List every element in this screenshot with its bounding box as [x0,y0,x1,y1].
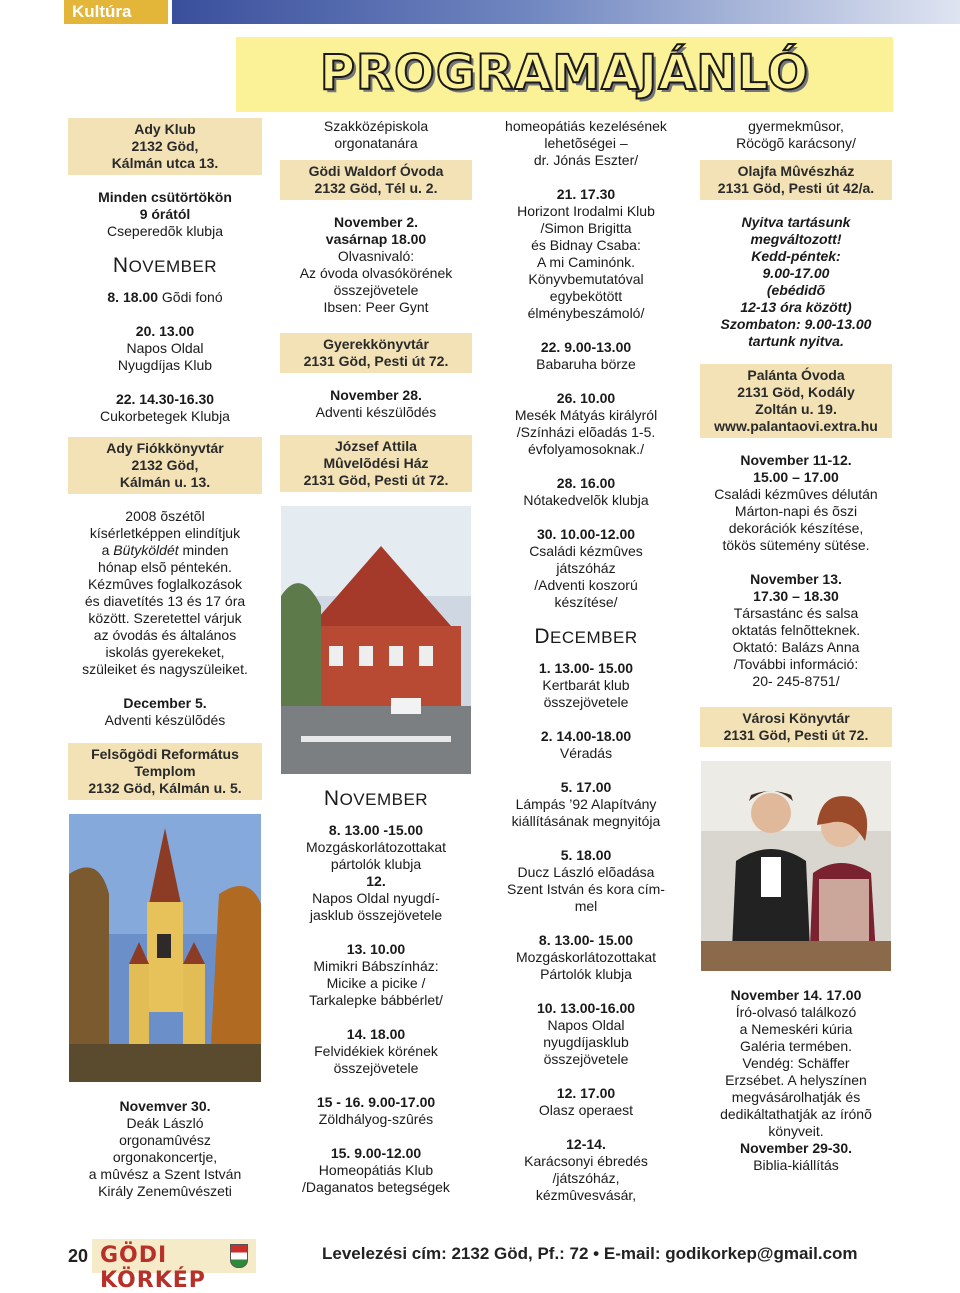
event-title: Lámpás ’92 Alapítvány [515,796,657,812]
event-title: Felvidékiek körének [314,1043,438,1059]
building-photo [281,506,471,774]
event-title: Mimikri Bábszínház: [313,958,439,974]
text-line: homeopátiás kezelésének [505,118,667,134]
venue-name: Városi Könyvtár [742,710,850,726]
event-title: Ducz László elõadása [517,864,655,880]
event-date: 8. 13.00- 15.00 [538,932,634,948]
event-title: /játszóház, [552,1170,620,1186]
event-continuation [280,118,472,152]
venue-box-palanta-ovoda [700,364,892,438]
event-title: dedikáltathatják az írónõ [720,1106,872,1122]
event-title: Adventi készülõdés [315,404,437,420]
event-title: a mûvész a Szent István [88,1166,242,1182]
event-title: játszóház [556,560,616,576]
event-title: /Daganatos betegségek [302,1179,450,1195]
event-title: és Bidnay Csaba: [531,237,641,253]
event-title: Gõdi fonó [158,289,223,305]
event-date: Minden csütörtökön [98,189,232,205]
text-line: minden [178,542,229,558]
event-title: mel [574,898,598,914]
event-title: Király Zenemûvészeti [98,1183,232,1199]
text-line: és diavetítés 13 és 17 óra [84,593,246,609]
event-item [68,1098,262,1200]
logo-text: GÖDI KÖRKÉP [100,1243,206,1293]
event-title: Napos Oldal [547,1017,625,1033]
venue-name: Gyerekkönyvtár [323,336,429,352]
venue-website: www.palantaovi.extra.hu [714,418,878,434]
event-title: nyugdíjasklub [543,1034,629,1050]
event-time: 17.30 – 18.30 [753,588,839,604]
event-title: orgonamûvész [119,1132,211,1148]
event-item [68,289,262,306]
event-title: évfolyamosoknak./ [528,441,644,457]
event-title: Vendég: Schäffer [742,1055,850,1071]
event-item [280,214,472,316]
column-3 [488,118,684,1221]
event-date: 13. 10.00 [346,941,406,957]
event-date: 15. 9.00-12.00 [330,1145,422,1161]
event-item [488,847,684,915]
event-date: 30. 10.00-12.00 [536,526,636,542]
event-item [68,189,262,240]
event-title: könyveit. [768,1123,824,1139]
venue-box-ady-fiokkonyvtar [68,437,262,494]
event-date: 8. 18.00 [107,289,158,305]
venue-address-line: 2131 Göd, Pesti út 72. [303,472,449,488]
event-date: 5. 17.00 [560,779,612,795]
event-title: Ibsen: Peer Gynt [323,299,429,315]
event-date: 8. 13.00 -15.00 [328,822,424,838]
month-initial: N [112,254,129,277]
opening-hours-notice [700,214,892,350]
event-title: /Színházi elõadás 1-5. [516,424,656,440]
event-title: Tarkalepke bábbérlet/ [309,992,443,1008]
event-continuation [488,118,684,169]
text-line: tartunk nyitva. [748,333,844,349]
event-title: jasklub összejövetele [309,907,443,923]
event-date: 26. 10.00 [556,390,616,406]
event-title: egybekötött [549,288,623,304]
column-1 [68,118,262,1217]
event-date: 12-14. [566,1136,606,1152]
event-title: Biblia-kiállítás [753,1157,839,1173]
month-heading [280,787,472,810]
event-date: 12. [366,873,386,889]
month-rest: OVEMBER [128,257,218,276]
text-line: az óvodás és általános [93,627,237,643]
event-title: összejövetele [333,1060,419,1076]
event-date: 14. 18.00 [346,1026,406,1042]
text-line: (ebédidõ [766,282,826,298]
event-item [280,941,472,1009]
event-title: Horizont Irodalmi Klub [517,203,655,219]
event-title: Oktató: Balázs Anna [732,639,860,655]
header-gradient-bar [172,0,960,24]
venue-name: Palánta Óvoda [747,367,845,383]
event-item [488,1000,684,1068]
event-item [488,526,684,611]
event-date: 12. 17.00 [556,1085,616,1101]
event-title: Családi kézmûves délután [714,486,878,502]
event-title: készítése/ [554,594,618,610]
people-photo [701,761,891,971]
event-item [280,387,472,421]
event-item [488,1136,684,1204]
event-date: November 14. 17.00 [730,987,862,1003]
event-item [700,987,892,1174]
page-title: PROGRAMAJÁNLÓ [319,45,810,101]
event-title: Micike a picike / [326,975,426,991]
month-initial: N [323,787,340,810]
venue-box-reformatus-templom [68,743,262,800]
event-item [280,1145,472,1196]
venue-address-line: 2131 Göd, Pesti út 72. [723,727,869,743]
event-item [700,452,892,554]
event-title: orgonakoncertje, [112,1149,218,1165]
event-title: pártolók klubja [330,856,422,872]
event-title: a Nemeskéri kúria [739,1021,853,1037]
event-item [488,660,684,711]
event-title: dekorációk készítése, [728,520,864,536]
venue-address-line: 2132 Göd, [131,457,199,473]
venue-name: Mûvelõdési Ház [323,455,429,471]
text-line: hónap elsõ péntekén. [98,559,232,575]
venue-address-line: Kálmán utca 13. [111,155,219,171]
venue-name: Olajfa Mûvészház [737,163,855,179]
event-title: Adventi készülõdés [104,712,226,728]
event-time: vasárnap 18.00 [325,231,427,247]
venue-name: Felsõgödi Református [91,746,239,762]
event-date: 5. 18.00 [560,847,612,863]
event-title: Családi kézmûves [529,543,643,559]
venue-box-waldorf-ovoda [280,160,472,200]
event-title: Cukorbetegek Klubja [100,408,230,424]
event-title: tökös sütemény sütése. [722,537,870,553]
event-title: Nyugdíjas Klub [117,357,213,373]
event-title: Társastánc és salsa [733,605,859,621]
program-name: Bütyköldét [113,542,179,558]
event-item [68,695,262,729]
event-title: Kertbarát klub [542,677,630,693]
event-item [488,1085,684,1119]
venue-address-line: 2132 Göd, [131,138,199,154]
event-item [488,779,684,830]
text-line: 9.00-17.00 [762,265,830,281]
month-rest: ECEMBER [550,628,638,647]
text-line: lehetõségei – [544,135,628,151]
text-line: Szombaton: 9.00-13.00 [720,316,872,332]
venue-address-line: Kálmán u. 13. [119,474,211,490]
event-title: Olasz operaest [538,1102,634,1118]
event-title: élménybeszámoló/ [527,305,645,321]
event-title: Olvasnivaló: [337,248,415,264]
event-item [488,932,684,983]
event-continuation [700,118,892,152]
event-date: 15 - 16. 9.00-17.00 [316,1094,436,1110]
text-line: kísérletképpen elindítjuk [89,525,241,541]
title-banner [236,37,893,112]
event-title: Mozgáskorlátozottakat [515,949,657,965]
event-title: Véradás [559,745,613,761]
event-date: November 2. [333,214,419,230]
text-line: Kézmûves foglalkozások [87,576,243,592]
event-time: 15.00 – 17.00 [753,469,839,485]
text-line: Kedd-péntek: [751,248,841,264]
event-title: Író-olvasó találkozó [735,1004,857,1020]
event-date: 21. 17.30 [556,186,616,202]
coat-of-arms-icon [230,1244,248,1268]
venue-address-line: Zoltán u. 19. [755,401,837,417]
text-line: gyermekmûsor, [748,118,844,134]
venue-name: Ady Klub [134,121,196,137]
event-item [280,1094,472,1128]
event-title: Könyvbemutatóval [528,271,644,287]
text-line: 2008 õszétõl [125,508,205,524]
column-4 [700,118,892,1191]
church-photo [69,814,261,1082]
event-item [488,475,684,509]
venue-name: Templom [134,763,196,779]
event-title: megvásárolhatják és [731,1089,861,1105]
page-number: 20 [68,1246,89,1266]
event-date: 10. 13.00-16.00 [536,1000,636,1016]
event-item [488,186,684,322]
event-date: 28. 16.00 [556,475,616,491]
month-heading [488,625,684,648]
event-date: 22. 9.00-13.00 [540,339,632,355]
venue-name: József Attila [335,438,417,454]
venue-address-line: 2131 Göd, Kodály [737,384,855,400]
text-line: dr. Jónás Eszter/ [533,152,639,168]
event-title: Mesék Mátyás királyról [514,407,658,423]
event-description [68,508,262,678]
event-title: kiállításának megnyitója [511,813,661,829]
event-date: November 11-12. [740,452,852,468]
event-item [700,571,892,690]
event-title: Napos Oldal [126,340,204,356]
text-line: iskolás gyerekeket, [105,644,225,660]
event-title: 20- 245-8751/ [752,673,840,689]
page-footer [0,1234,960,1293]
event-title: kézmûvesvásár, [535,1187,637,1203]
venue-box-ady-klub [68,118,262,175]
event-title: Márton-napi és õszi [734,503,858,519]
section-header-bar [0,0,960,26]
event-title: Deák László [126,1115,204,1131]
event-title: Zöldhályog-szûrés [318,1111,434,1127]
event-date: Novemver 30. [119,1098,211,1114]
event-title: Pártolók klubja [540,966,632,982]
text-line: Nyitva tartásunk [741,214,851,230]
event-title: Nótakedvelõk klubja [523,492,649,508]
event-title: Galéria termében. [739,1038,853,1054]
event-title: összejövetele [333,282,419,298]
event-item [488,390,684,458]
event-date: 2. 14.00-18.00 [540,728,632,744]
venue-name: Ady Fiókkönyvtár [106,440,224,456]
event-date: November 13. [750,571,842,587]
event-item [280,1026,472,1077]
event-title: Mozgáskorlátozottakat [305,839,447,855]
month-rest: OVEMBER [339,790,429,809]
text-line: között. Szeretettel várjuk [88,610,242,626]
venue-address-line: 2132 Göd, Tél u. 2. [314,180,438,196]
venue-box-olajfa-muveszhaz [700,160,892,200]
publication-logo [92,1239,256,1293]
event-title: Napos Oldal nyugdí- [312,890,440,906]
event-date: December 5. [123,695,207,711]
event-title: /Adventi koszorú [534,577,638,593]
venue-address-line: 2131 Göd, Pesti út 42/a. [717,180,875,196]
event-item [488,339,684,373]
event-title: Babaruha börze [536,356,636,372]
event-title: A mi Caminónk. [536,254,636,270]
event-title: /Simon Brigitta [540,220,632,236]
venue-box-gyerekkonyvtar [280,333,472,373]
event-date: 20. 13.00 [135,323,195,339]
event-title: /További információ: [733,656,859,672]
event-item [280,822,472,924]
text-line: 12-13 óra között) [740,299,852,315]
venue-name: Gödi Waldorf Óvoda [308,163,444,179]
event-date: 1. 13.00- 15.00 [538,660,634,676]
text-line: Röcögõ karácsony/ [736,135,856,151]
text-line: szüleiket és nagyszüleiket. [82,661,248,677]
event-title: oktatás felnõtteknek. [731,622,861,638]
event-title: Szent István és kora cím- [507,881,665,897]
event-title: összejövetele [543,694,629,710]
month-initial: D [534,625,551,648]
event-time: 9 órától [139,206,191,222]
text-line: a [101,542,114,558]
event-title: Az óvoda olvasókörének [299,265,453,281]
event-title: Erzsébet. A helyszínen [725,1072,867,1088]
text-line: orgonatanára [334,135,418,151]
event-title: összejövetele [543,1051,629,1067]
event-title: Karácsonyi ébredés [524,1153,648,1169]
event-title: Homeopátiás Klub [318,1162,434,1178]
column-2 [280,118,472,1213]
venue-box-jozsef-attila [280,435,472,492]
venue-address-line: 2131 Göd, Pesti út 72. [303,353,449,369]
venue-box-varosi-konyvtar [700,707,892,747]
event-date: 22. 14.30-16.30 [115,391,215,407]
event-item [68,391,262,425]
event-title: Cseperedõk klubja [107,223,223,239]
contact-line: Levelezési cím: 2132 Göd, Pf.: 72 • E-mail: godikorkep@gmail.com [322,1244,858,1263]
month-heading [68,254,262,277]
event-date: November 28. [330,387,422,403]
event-item [68,323,262,374]
venue-address-line: 2132 Göd, Kálmán u. 5. [88,780,242,796]
event-date: November 29-30. [739,1140,853,1156]
text-line: megváltozott! [750,231,842,247]
event-item [488,728,684,762]
section-label: Kultúra [64,0,168,24]
text-line: Szakközépiskola [323,118,429,134]
